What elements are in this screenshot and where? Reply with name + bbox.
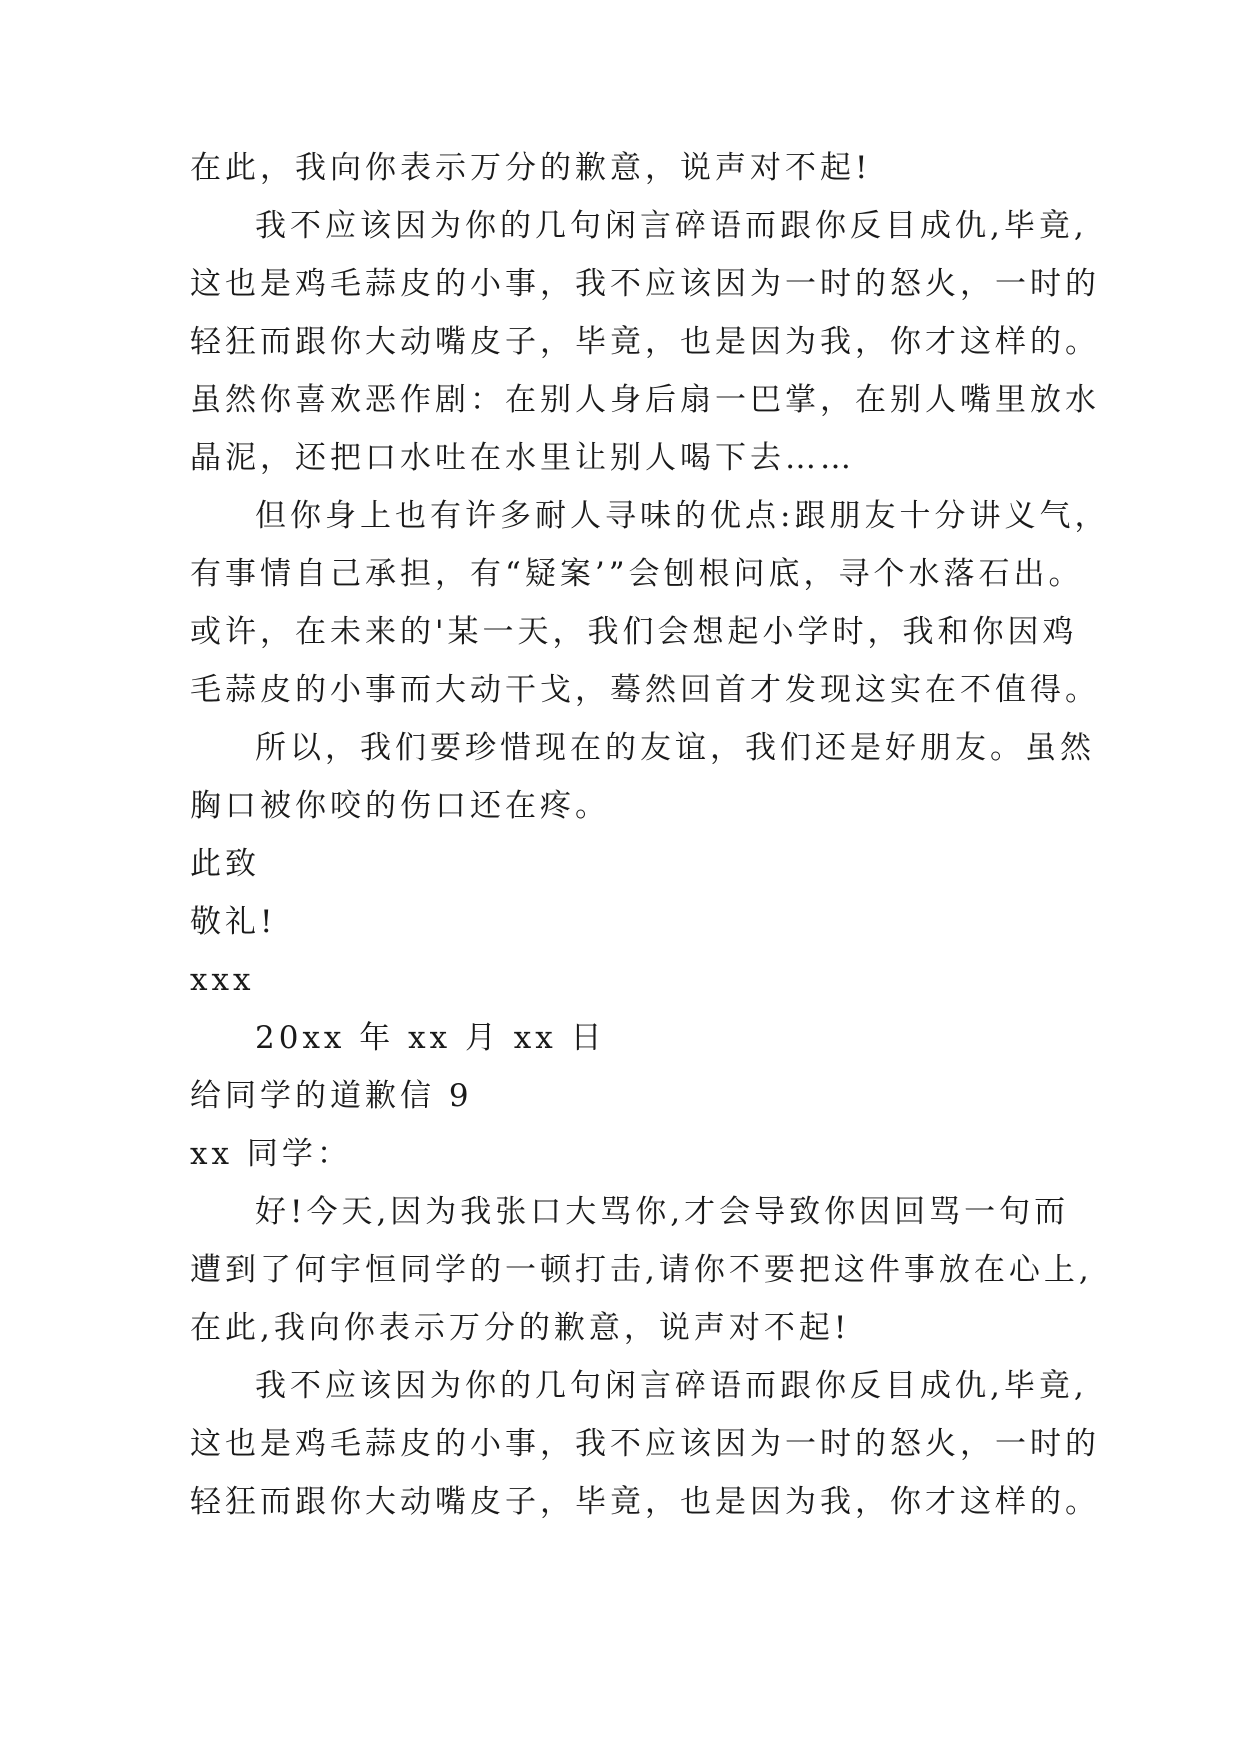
text-line: 好!今天,因为我张口大骂你,才会导致你因回骂一句而 — [255, 1194, 1070, 1230]
date-line: 20xx 年 xx 月 xx 日 — [255, 1020, 606, 1056]
text-line: 有事情自己承担，有“疑案’”会刨根问底，寻个水落石出。 — [190, 556, 1084, 592]
text-line: 在此,我向你表示万分的歉意，说声对不起! — [190, 1310, 851, 1346]
section-heading: 给同学的道歉信 9 — [190, 1078, 473, 1114]
text-line: 胸口被你咬的伤口还在疼。 — [190, 788, 610, 824]
text-line: 轻狂而跟你大动嘴皮子，毕竟，也是因为我，你才这样的。 — [190, 324, 1100, 360]
text-line: 虽然你喜欢恶作剧：在别人身后扇一巴掌，在别人嘴里放水 — [190, 382, 1100, 418]
closing-salutation: 敬礼! — [190, 904, 277, 940]
text-line: 我不应该因为你的几句闲言碎语而跟你反目成仇,毕竟, — [255, 208, 1088, 244]
greeting: xx 同学： — [190, 1136, 352, 1172]
text-line: 这也是鸡毛蒜皮的小事，我不应该因为一时的怒火，一时的 — [190, 266, 1100, 302]
text-line: 我不应该因为你的几句闲言碎语而跟你反目成仇,毕竟, — [255, 1368, 1088, 1404]
text-line: 毛蒜皮的小事而大动干戈，蓦然回首才发现这实在不值得。 — [190, 672, 1100, 708]
text-line: 晶泥，还把口水吐在水里让别人喝下去…… — [190, 440, 855, 476]
text-line: 但你身上也有许多耐人寻味的优点:跟朋友十分讲义气， — [255, 498, 1110, 534]
closing-salutation: 此致 — [190, 846, 260, 882]
text-line: 这也是鸡毛蒜皮的小事，我不应该因为一时的怒火，一时的 — [190, 1426, 1100, 1462]
text-line: 轻狂而跟你大动嘴皮子，毕竟，也是因为我，你才这样的。 — [190, 1484, 1100, 1520]
text-line: 遭到了何宇恒同学的一顿打击,请你不要把这件事放在心上, — [190, 1252, 1093, 1288]
text-line: 或许，在未来的'某一天，我们会想起小学时，我和你因鸡 — [190, 614, 1078, 650]
text-line: 所以，我们要珍惜现在的友谊，我们还是好朋友。虽然 — [255, 730, 1095, 766]
signature: xxx — [190, 962, 255, 998]
text-line: 在此，我向你表示万分的歉意，说声对不起! — [190, 150, 872, 186]
